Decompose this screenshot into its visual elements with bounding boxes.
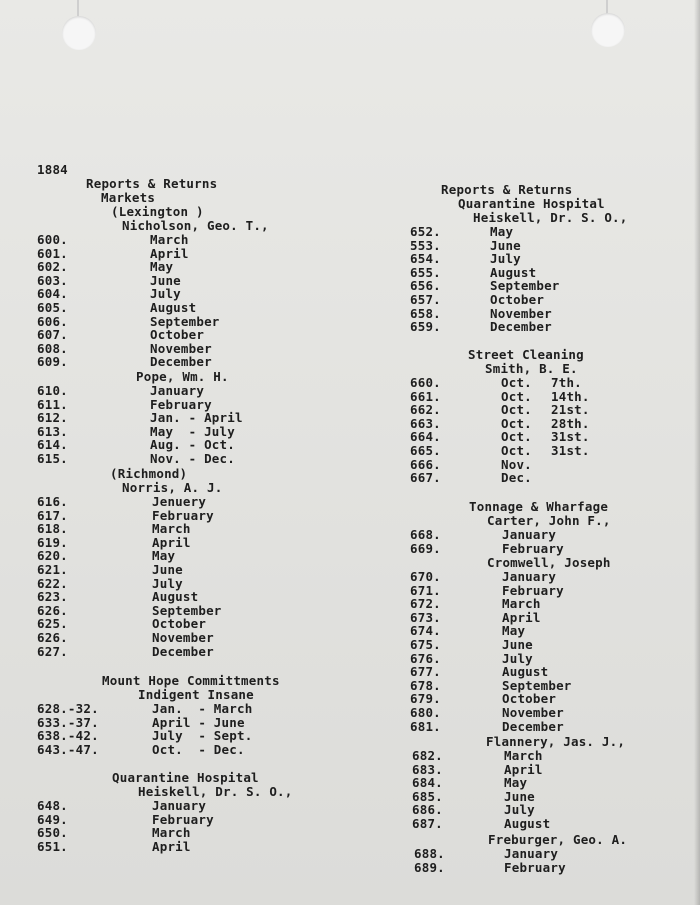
entry-row bbox=[410, 279, 560, 293]
entry-number: 623. bbox=[37, 589, 68, 605]
entry-row bbox=[410, 652, 572, 666]
entry-row bbox=[37, 813, 214, 827]
right-person-flannery: Flannery, Jas. J., bbox=[486, 734, 626, 749]
entry-row bbox=[37, 729, 252, 743]
entry-label: March bbox=[502, 596, 541, 612]
entry-row bbox=[37, 840, 214, 854]
entry-row bbox=[37, 274, 220, 288]
entry-row bbox=[412, 803, 550, 817]
right-section-street-cleaning: Street Cleaning bbox=[468, 347, 584, 362]
entry-label: May bbox=[152, 548, 176, 564]
entry-number: 617. bbox=[37, 507, 68, 523]
right-entries-freburger bbox=[414, 847, 566, 874]
entry-day: 7th. bbox=[551, 375, 582, 390]
entry-row bbox=[37, 247, 220, 261]
entry-row bbox=[410, 430, 590, 444]
entry-row bbox=[410, 570, 572, 584]
year-heading: 1884 bbox=[37, 162, 68, 177]
entry-label: May - July bbox=[150, 423, 235, 439]
entry-row bbox=[37, 549, 222, 563]
entry-row bbox=[37, 716, 252, 730]
left-subheading: Markets bbox=[101, 190, 156, 205]
entry-number: 654. bbox=[410, 251, 441, 267]
entry-number: 619. bbox=[37, 534, 68, 550]
entry-row bbox=[37, 301, 220, 315]
left-entries-quarantine bbox=[37, 799, 214, 853]
entry-number: 683. bbox=[412, 761, 443, 777]
entry-number: 661. bbox=[410, 388, 441, 404]
entry-number: 664. bbox=[410, 429, 441, 445]
entry-day: 31st. bbox=[551, 429, 590, 445]
entry-number: 648. bbox=[37, 798, 68, 813]
entry-label: December bbox=[152, 643, 214, 659]
entry-number: 667. bbox=[410, 470, 441, 486]
entry-row bbox=[412, 776, 550, 790]
entry-row bbox=[37, 743, 252, 757]
entry-label: March bbox=[504, 748, 543, 763]
entry-label: April bbox=[152, 534, 191, 550]
entry-day: 31st. bbox=[551, 442, 590, 458]
entry-row bbox=[37, 452, 243, 466]
right-entries-cromwell bbox=[410, 570, 572, 733]
entry-number: 612. bbox=[37, 410, 68, 426]
entry-number: 625. bbox=[37, 616, 68, 632]
entry-label: Jan. - April bbox=[150, 410, 243, 426]
left-place-lexington: (Lexington ) bbox=[111, 204, 204, 219]
entry-label: April bbox=[152, 838, 191, 854]
entry-label: October bbox=[490, 291, 545, 307]
entry-label: December bbox=[502, 718, 564, 734]
entry-row bbox=[412, 749, 550, 763]
entry-number: 665. bbox=[410, 442, 441, 458]
entry-row bbox=[37, 536, 222, 550]
entry-label: January bbox=[504, 846, 559, 861]
entry-row bbox=[410, 611, 572, 625]
entry-number: 663. bbox=[410, 415, 441, 431]
entry-number: 603. bbox=[37, 272, 68, 288]
entry-row bbox=[410, 376, 590, 390]
entry-number: 638.-42. bbox=[37, 728, 99, 744]
entry-number: 680. bbox=[410, 704, 441, 720]
entry-day: 21st. bbox=[551, 402, 590, 418]
punch-hole-stem-left bbox=[77, 0, 79, 16]
entry-number: 627. bbox=[37, 643, 68, 659]
entry-row bbox=[37, 617, 222, 631]
entry-row bbox=[412, 763, 550, 777]
entry-number: 622. bbox=[37, 575, 68, 591]
entry-label: Oct. bbox=[501, 442, 532, 458]
entry-label: Dec. bbox=[501, 470, 532, 486]
entry-row bbox=[37, 495, 222, 509]
entry-label: Oct. bbox=[501, 429, 532, 445]
entry-number: 666. bbox=[410, 456, 441, 472]
entry-row bbox=[410, 692, 572, 706]
entry-number: 670. bbox=[410, 569, 441, 584]
entry-label: April bbox=[150, 245, 189, 261]
entry-row bbox=[410, 417, 590, 431]
entry-label: Nov. bbox=[501, 456, 532, 472]
entry-number: 601. bbox=[37, 245, 68, 261]
entry-row bbox=[410, 542, 564, 556]
entry-label: April bbox=[502, 609, 541, 625]
entry-label: June bbox=[504, 788, 535, 804]
entry-number: 658. bbox=[410, 305, 441, 321]
left-person-heiskell: Heiskell, Dr. S. O., bbox=[138, 784, 293, 799]
entry-number: 673. bbox=[410, 609, 441, 625]
entry-number: 607. bbox=[37, 327, 68, 343]
entry-label: May bbox=[502, 623, 526, 639]
entry-number: 606. bbox=[37, 313, 68, 329]
entry-day: 14th. bbox=[551, 388, 590, 404]
entry-label: January bbox=[502, 527, 557, 542]
entry-label: October bbox=[152, 616, 207, 632]
entry-row bbox=[37, 438, 243, 452]
entry-number: 684. bbox=[412, 775, 443, 791]
entry-row bbox=[37, 645, 222, 659]
entry-number: 682. bbox=[412, 748, 443, 763]
entry-number: 687. bbox=[412, 815, 443, 831]
entry-row bbox=[37, 342, 220, 356]
entry-label: February bbox=[152, 507, 214, 523]
entry-row bbox=[410, 252, 560, 266]
entry-row bbox=[37, 509, 222, 523]
entry-label: June bbox=[490, 237, 521, 253]
entry-label: October bbox=[150, 327, 205, 343]
entry-label: February bbox=[152, 811, 214, 827]
entry-label: August bbox=[150, 299, 197, 315]
entry-label: November bbox=[152, 629, 214, 645]
entry-number: 657. bbox=[410, 291, 441, 307]
entry-row bbox=[410, 706, 572, 720]
entry-number: 688. bbox=[414, 846, 445, 861]
left-section-mount-hope: Mount Hope Committments bbox=[102, 673, 280, 688]
entry-number: 668. bbox=[410, 527, 441, 542]
punch-hole-left-icon bbox=[62, 16, 96, 50]
entry-label: August bbox=[490, 264, 537, 280]
entry-row bbox=[37, 233, 220, 247]
entry-number: 656. bbox=[410, 278, 441, 294]
entry-row bbox=[414, 847, 566, 861]
entry-label: Jenuery bbox=[152, 494, 207, 509]
entry-label: June bbox=[152, 561, 183, 577]
entry-label: August bbox=[504, 815, 551, 831]
entry-label: September bbox=[502, 677, 572, 693]
entry-number: 676. bbox=[410, 650, 441, 666]
entry-number: 621. bbox=[37, 561, 68, 577]
entry-row bbox=[37, 577, 222, 591]
entry-label: Oct. bbox=[501, 375, 532, 390]
entry-label: July bbox=[490, 251, 521, 267]
entry-label: July bbox=[152, 575, 183, 591]
entry-row bbox=[410, 293, 560, 307]
right-person-smith: Smith, B. E. bbox=[485, 361, 578, 376]
entry-row bbox=[410, 266, 560, 280]
entry-number: 662. bbox=[410, 402, 441, 418]
left-entries-mount-hope bbox=[37, 702, 252, 756]
entry-number: 553. bbox=[410, 237, 441, 253]
entry-label: October bbox=[502, 691, 557, 707]
entry-row bbox=[37, 563, 222, 577]
entry-number: 618. bbox=[37, 521, 68, 537]
entry-row bbox=[410, 679, 572, 693]
entry-row bbox=[37, 799, 214, 813]
entry-label: January bbox=[502, 569, 557, 584]
entry-row bbox=[410, 403, 590, 417]
entry-row bbox=[414, 861, 566, 875]
entry-number: 679. bbox=[410, 691, 441, 707]
right-person-freburger: Freburger, Geo. A. bbox=[488, 832, 628, 847]
entry-label: June bbox=[502, 636, 533, 652]
entry-row bbox=[37, 826, 214, 840]
entry-number: 605. bbox=[37, 299, 68, 315]
entry-number: 626. bbox=[37, 629, 68, 645]
entry-label: November bbox=[150, 340, 212, 356]
entry-label: December bbox=[150, 354, 212, 370]
entry-row bbox=[37, 411, 243, 425]
entry-label: May bbox=[490, 224, 514, 239]
entry-row bbox=[412, 817, 550, 831]
entry-row bbox=[410, 665, 572, 679]
entry-number: 672. bbox=[410, 596, 441, 612]
paper-edge-shadow bbox=[694, 0, 700, 905]
entry-number: 602. bbox=[37, 259, 68, 275]
right-person-heiskell: Heiskell, Dr. S. O., bbox=[473, 210, 628, 225]
entry-label: April bbox=[504, 761, 543, 777]
entry-row bbox=[37, 315, 220, 329]
entry-number: 655. bbox=[410, 264, 441, 280]
left-subheading-indigent: Indigent Insane bbox=[138, 687, 254, 702]
entry-row bbox=[410, 320, 560, 334]
entry-number: 650. bbox=[37, 825, 68, 841]
entry-day: 28th. bbox=[551, 415, 590, 431]
entry-label: Oct. bbox=[501, 388, 532, 404]
entry-label: February bbox=[502, 582, 564, 598]
entry-row bbox=[410, 624, 572, 638]
entry-number: 674. bbox=[410, 623, 441, 639]
punch-hole-right-icon bbox=[591, 13, 625, 47]
entry-label: Jan. - March bbox=[152, 701, 253, 716]
entry-row bbox=[37, 398, 243, 412]
entry-number: 610. bbox=[37, 383, 68, 398]
left-person-nicholson: Nicholson, Geo. T., bbox=[122, 218, 269, 233]
entry-label: September bbox=[152, 602, 222, 618]
entry-number: 611. bbox=[37, 396, 68, 412]
entry-row bbox=[37, 590, 222, 604]
entry-row bbox=[37, 328, 220, 342]
entry-label: May bbox=[150, 259, 174, 275]
left-entries-norris bbox=[37, 495, 222, 658]
entry-number: 686. bbox=[412, 802, 443, 818]
entry-row bbox=[410, 584, 572, 598]
left-person-norris: Norris, A. J. bbox=[122, 480, 223, 495]
entry-label: August bbox=[502, 664, 549, 680]
entry-row bbox=[37, 355, 220, 369]
entry-number: 626. bbox=[37, 602, 68, 618]
entry-number: 620. bbox=[37, 548, 68, 564]
entry-label: Nov. - Dec. bbox=[150, 450, 235, 466]
entry-row bbox=[410, 471, 590, 485]
right-person-carter: Carter, John F., bbox=[487, 513, 611, 528]
entry-label: June bbox=[150, 272, 181, 288]
entry-label: May bbox=[504, 775, 528, 791]
entry-number: 678. bbox=[410, 677, 441, 693]
entry-label: December bbox=[490, 319, 552, 335]
left-entries-nicholson bbox=[37, 233, 220, 369]
entry-label: August bbox=[152, 589, 199, 605]
left-person-pope: Pope, Wm. H. bbox=[136, 369, 229, 384]
entry-number: 652. bbox=[410, 224, 441, 239]
entry-label: Oct. bbox=[501, 402, 532, 418]
entry-label: September bbox=[490, 278, 560, 294]
left-section-heading: Reports & Returns bbox=[86, 176, 218, 191]
entry-row bbox=[410, 528, 564, 542]
right-person-cromwell: Cromwell, Joseph bbox=[487, 555, 611, 570]
entry-label: February bbox=[150, 396, 212, 412]
entry-label: November bbox=[490, 305, 552, 321]
entry-number: 614. bbox=[37, 437, 68, 453]
entry-number: 681. bbox=[410, 718, 441, 734]
left-entries-pope bbox=[37, 384, 243, 466]
entry-label: July - Sept. bbox=[152, 728, 253, 744]
entry-number: 616. bbox=[37, 494, 68, 509]
entry-row bbox=[410, 597, 572, 611]
entry-row bbox=[410, 638, 572, 652]
entry-row bbox=[410, 307, 560, 321]
entry-label: Oct. bbox=[501, 415, 532, 431]
entry-number: 643.-47. bbox=[37, 741, 99, 757]
entry-row bbox=[37, 631, 222, 645]
entry-label: January bbox=[152, 798, 207, 813]
right-subheading-quarantine: Quarantine Hospital bbox=[458, 196, 605, 211]
right-entries-carter bbox=[410, 528, 564, 555]
entry-label: July bbox=[504, 802, 535, 818]
entry-number: 628.-32. bbox=[37, 701, 99, 716]
entry-number: 633.-37. bbox=[37, 714, 99, 730]
entry-row bbox=[37, 287, 220, 301]
entry-label: March bbox=[152, 825, 191, 841]
entry-label: Aug. - Oct. bbox=[150, 437, 235, 453]
entry-label: July bbox=[502, 650, 533, 666]
entry-number: 649. bbox=[37, 811, 68, 827]
right-entries-smith bbox=[410, 376, 590, 485]
entry-number: 604. bbox=[37, 286, 68, 302]
left-section-quarantine: Quarantine Hospital bbox=[112, 770, 259, 785]
right-entries-flannery bbox=[412, 749, 550, 831]
entry-number: 600. bbox=[37, 232, 68, 247]
right-section-heading: Reports & Returns bbox=[441, 182, 573, 197]
entry-row bbox=[410, 720, 572, 734]
entry-row bbox=[412, 790, 550, 804]
entry-number: 660. bbox=[410, 375, 441, 390]
entry-row bbox=[37, 522, 222, 536]
entry-number: 613. bbox=[37, 423, 68, 439]
right-section-tonnage: Tonnage & Wharfage bbox=[469, 499, 609, 514]
right-entries-heiskell bbox=[410, 225, 560, 334]
entry-label: April - June bbox=[152, 714, 245, 730]
entry-label: November bbox=[502, 704, 564, 720]
entry-number: 671. bbox=[410, 582, 441, 598]
entry-label: September bbox=[150, 313, 220, 329]
entry-row bbox=[410, 390, 590, 404]
entry-number: 609. bbox=[37, 354, 68, 370]
entry-label: July bbox=[150, 286, 181, 302]
entry-number: 675. bbox=[410, 636, 441, 652]
entry-row bbox=[410, 444, 590, 458]
entry-number: 677. bbox=[410, 664, 441, 680]
entry-label: January bbox=[150, 383, 205, 398]
entry-label: March bbox=[152, 521, 191, 537]
entry-number: 669. bbox=[410, 540, 441, 556]
entry-row bbox=[37, 384, 243, 398]
entry-row bbox=[410, 239, 560, 253]
entry-label: March bbox=[150, 232, 189, 247]
entry-row bbox=[37, 425, 243, 439]
entry-row bbox=[410, 458, 590, 472]
left-place-richmond: (Richmond) bbox=[110, 466, 188, 481]
entry-number: 608. bbox=[37, 340, 68, 356]
entry-number: 685. bbox=[412, 788, 443, 804]
entry-number: 651. bbox=[37, 838, 68, 854]
entry-label: February bbox=[504, 859, 566, 875]
entry-label: Oct. - Dec. bbox=[152, 741, 245, 757]
entry-number: 615. bbox=[37, 450, 68, 466]
entry-row bbox=[410, 225, 560, 239]
entry-row bbox=[37, 260, 220, 274]
entry-number: 689. bbox=[414, 859, 445, 875]
entry-row bbox=[37, 604, 222, 618]
entry-number: 659. bbox=[410, 319, 441, 335]
entry-label: February bbox=[502, 540, 564, 556]
entry-row bbox=[37, 702, 252, 716]
